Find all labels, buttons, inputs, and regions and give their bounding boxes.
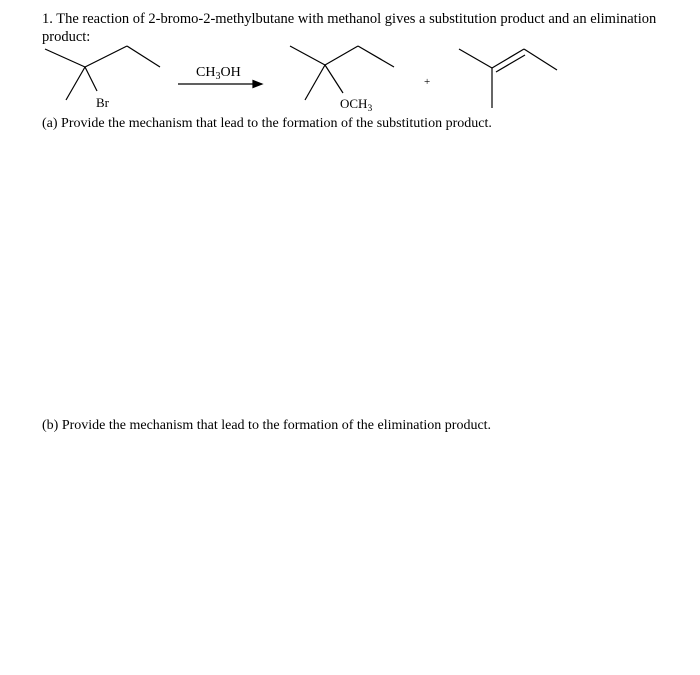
reactant-bond-carbon-bromine — [85, 67, 97, 91]
substitution-product-structure — [290, 46, 394, 114]
part-b-prompt: (b) Provide the mechanism that lead to the formation of the elimination product. — [42, 418, 492, 433]
substitution-bond-carbon-oxygen — [325, 65, 343, 93]
reagent-label-main: CH — [196, 65, 216, 80]
reactant-bond-chain-1 — [85, 46, 127, 67]
substitution-bond-chain-2 — [358, 46, 394, 67]
reactant-bromine-label: Br — [96, 95, 109, 110]
reaction-arrow-group — [178, 65, 262, 88]
part-a-prompt: (a) Provide the mechanism that lead to the formation of the substitution product. — [42, 116, 492, 131]
elimination-product-structure — [459, 49, 557, 108]
reagent-label-tail: OH — [220, 65, 241, 80]
reactant-bond-methyl-upper — [45, 49, 85, 67]
elimination-bond-chain — [524, 49, 557, 70]
reactant-bond-methyl-lower — [66, 67, 85, 100]
substitution-bond-chain-1 — [325, 46, 358, 65]
elimination-bond-methyl-left — [459, 49, 492, 68]
reagent-label — [196, 65, 241, 82]
substitution-bond-methyl-upper — [290, 46, 325, 65]
reaction-arrow-head — [253, 81, 262, 88]
reactant-bond-chain-2 — [127, 46, 160, 67]
methoxy-label-main: OCH — [340, 96, 368, 111]
question-text: 1. The reaction of 2-bromo-2-methylbutane with methanol gives a substitution product and an elimination product: — [42, 11, 657, 45]
methoxy-label — [340, 96, 372, 114]
reactant-structure — [45, 46, 160, 110]
substitution-bond-methyl-lower — [305, 65, 325, 100]
reagent-label-sub: 3 — [215, 71, 221, 82]
methoxy-label-sub: 3 — [367, 104, 373, 114]
plus-sign: + — [424, 76, 431, 88]
